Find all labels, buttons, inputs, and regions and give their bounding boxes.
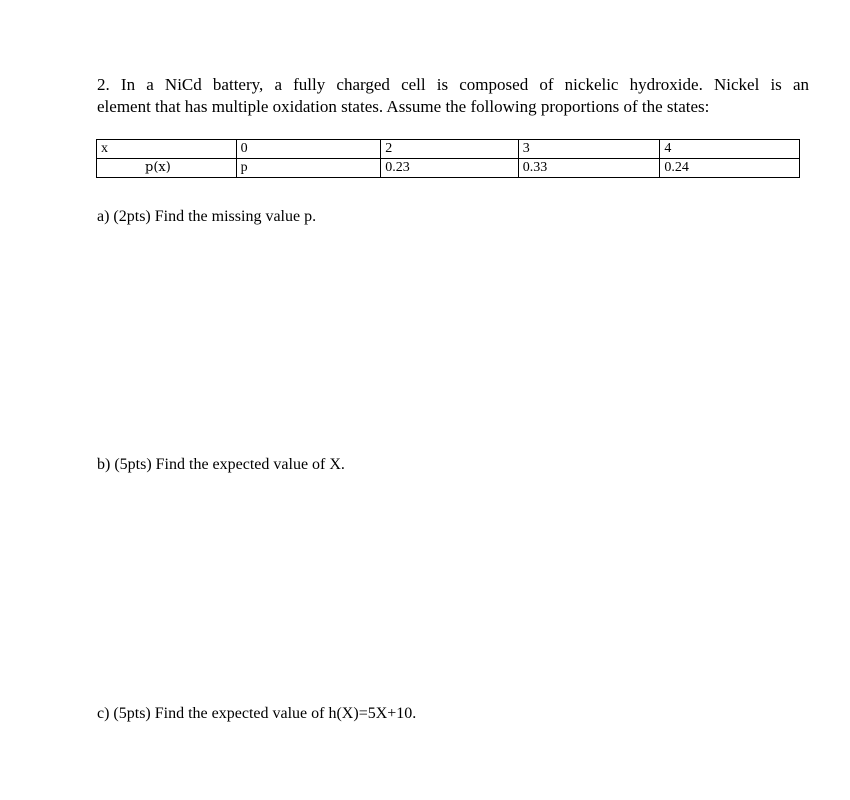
table-cell-x-4: 4: [660, 140, 800, 159]
table-cell-x-2: 2: [381, 140, 519, 159]
table-cell-x-3: 3: [518, 140, 660, 159]
table-cell-x-label: x: [97, 140, 237, 159]
part-c-question: c) (5pts) Find the expected value of h(X)=5X+10.: [97, 705, 417, 722]
question-line-2: element that has multiple oxidation states. Assume the following proportions of the states:: [97, 97, 710, 116]
table-cell-px-4: 0.24: [660, 159, 800, 178]
table-cell-px-0: p: [236, 159, 381, 178]
table-cell-x-0: 0: [236, 140, 381, 159]
px-label-text: p(x): [145, 160, 171, 175]
table-row-x: [97, 140, 800, 159]
table-row-px: [97, 159, 800, 178]
table-cell-px-3: 0.33: [518, 159, 660, 178]
table-cell-px-label: [97, 159, 237, 178]
part-a-question: a) (2pts) Find the missing value p.: [97, 208, 317, 225]
question-line-1: 2. In a NiCd battery, a fully charged cell is composed of nickelic hydroxide. Nickel is an: [97, 75, 809, 94]
part-b-question: b) (5pts) Find the expected value of X.: [97, 456, 345, 473]
table-cell-px-2: 0.23: [381, 159, 519, 178]
question-statement: [97, 74, 809, 118]
probability-table: [96, 139, 800, 178]
